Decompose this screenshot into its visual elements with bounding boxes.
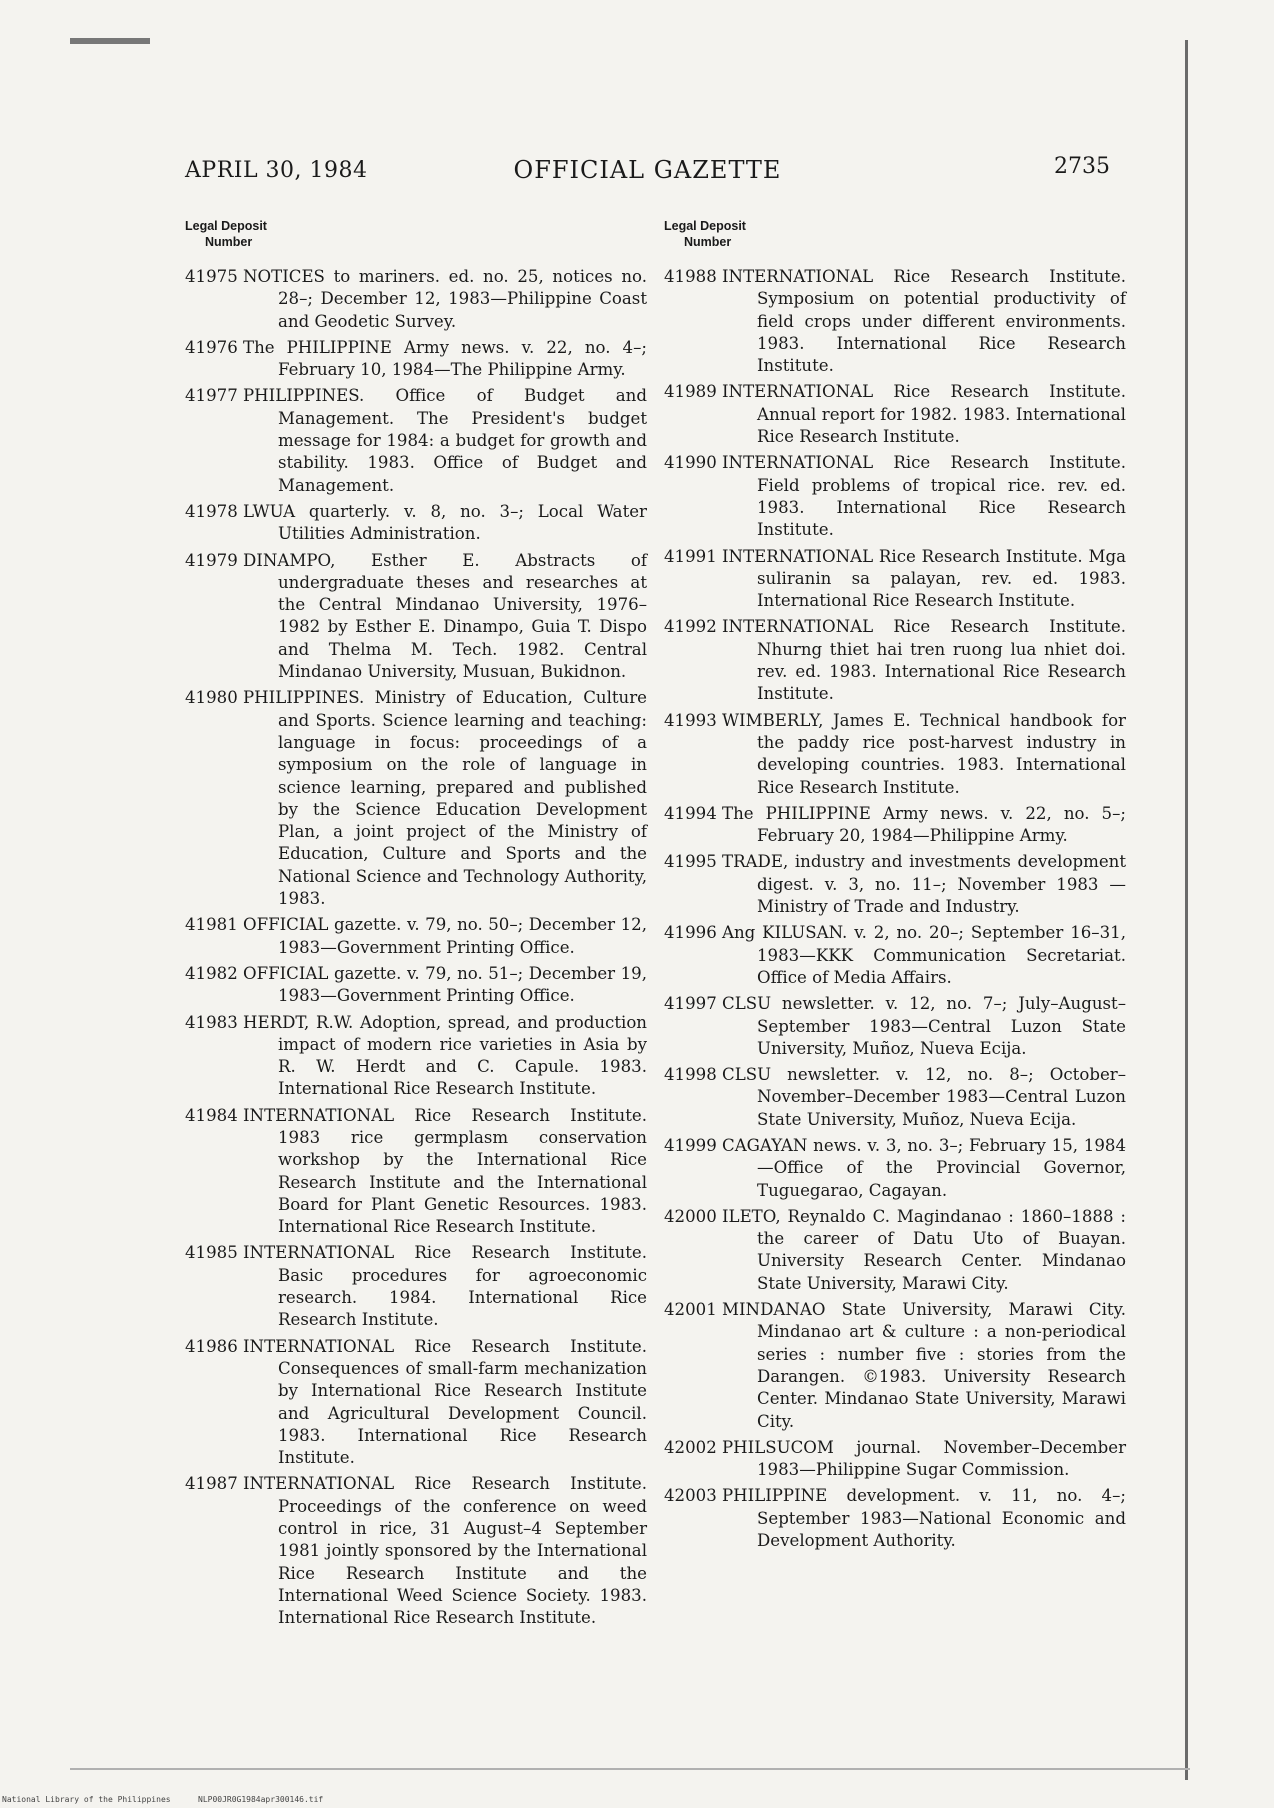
- deposit-number: 41991: [664, 546, 717, 566]
- entry-text: INTERNATIONAL Rice Research Institute. Proceedings of the conference on weed control in rice, 31 August–4 September 1981 jointly sponsored by the International Rice Research Institute and the International Weed Science Society. 1983. International Rice Research Institute.: [243, 1474, 647, 1628]
- entry-text: The PHILIPPINE Army news. v. 22, no. 5–; February 20, 1984—Philippine Army.: [722, 803, 1126, 846]
- entry-text: DINAMPO, Esther E. Abstracts of undergraduate theses and researches at the Central Mindanao University, 1976–1982 by Esther E. Dinampo, Guia T. Dispo and Thelma M. Tech. 1982. Central Mindanao University, Musuan, Bukidnon.: [243, 550, 647, 682]
- legal-deposit-entry: [664, 710, 1126, 799]
- legal-deposit-entry: [664, 266, 1126, 377]
- deposit-number: 41998: [664, 1065, 717, 1085]
- entry-text: OFFICIAL gazette. v. 79, no. 50–; December 12, 1983—Government Printing Office.: [243, 915, 647, 957]
- deposit-number: 41995: [664, 852, 717, 872]
- deposit-number: 42002: [664, 1437, 717, 1457]
- legal-deposit-entry: [664, 1135, 1126, 1202]
- entry-text: OFFICIAL gazette. v. 79, no. 51–; December 19, 1983—Government Printing Office.: [243, 963, 647, 1006]
- deposit-number: 41976: [185, 337, 238, 357]
- deposit-number: 41992: [664, 617, 717, 637]
- legal-deposit-entry: [664, 381, 1126, 448]
- legal-deposit-entry: [664, 1299, 1126, 1433]
- entry-text: INTERNATIONAL Rice Research Institute. Field problems of tropical rice. rev. ed. 1983. International Rice Research Institute.: [722, 453, 1126, 540]
- legal-deposit-entry: [664, 1064, 1126, 1131]
- column-header-line2: Number: [205, 235, 253, 249]
- deposit-number: 42003: [664, 1486, 717, 1506]
- legal-deposit-entry: [664, 922, 1126, 989]
- column-header-line1: Legal Deposit: [185, 219, 267, 233]
- deposit-number: 41986: [185, 1336, 238, 1356]
- entry-text: INTERNATIONAL Rice Research Institute. 1983 rice germplasm conservation workshop by the International Rice Research Institute and the International Board for Plant Genetic Resources. 1983. International Rice Research Institute.: [243, 1105, 647, 1237]
- legal-deposit-entry: [664, 1206, 1126, 1295]
- deposit-number: 41975: [185, 267, 238, 286]
- deposit-number: 41990: [664, 453, 717, 473]
- entry-text: INTERNATIONAL Rice Research Institute. Symposium on potential productivity of field crops under different environments. 1983. International Rice Research Institute.: [722, 267, 1126, 376]
- entry-text: PHILSUCOM journal. November–December 1983—Philippine Sugar Commission.: [722, 1437, 1126, 1480]
- entry-text: TRADE, industry and investments development digest. v. 3, no. 11–; November 1983 —Ministry of Trade and Industry.: [722, 852, 1126, 917]
- entry-text: NOTICES to mariners. ed. no. 25, notices no. 28–; December 12, 1983—Philippine Coast and Geodetic Survey.: [243, 267, 647, 331]
- deposit-number: 41996: [664, 923, 717, 943]
- footer-filename: NLP00JR0G1984apr300146.tif: [198, 1795, 324, 1804]
- entry-text: INTERNATIONAL Rice Research Institute. Consequences of small-farm mechanization by International Rice Research Institute and Agricultural Development Council. 1983. International Rice Research Institute.: [243, 1336, 647, 1468]
- entry-text: PHILIPPINES. Ministry of Education, Culture and Sports. Science learning and teaching: language in focus: proceedings of a symposium on the role of language in science learning, prepared and published by the Science Education Development Plan, a joint project of the Ministry of Education, Culture and Sports and the National Science and Technology Authority, 1983.: [243, 688, 647, 909]
- column-header-line2: Number: [684, 235, 732, 249]
- deposit-number: 41978: [185, 501, 238, 521]
- legal-deposit-entry: [185, 1242, 647, 1331]
- deposit-number: 41988: [664, 267, 717, 286]
- entry-text: CLSU newsletter. v. 12, no. 7–; July–August–September 1983—Central Luzon State University, Muñoz, Nueva Ecija.: [722, 994, 1126, 1058]
- header-title: OFFICIAL GAZETTE: [513, 156, 782, 184]
- deposit-number: 41979: [185, 550, 238, 570]
- header-page-number: 2735: [1054, 154, 1110, 179]
- column-header: [185, 218, 647, 250]
- deposit-number: 41982: [185, 963, 238, 983]
- deposit-number: 42000: [664, 1206, 717, 1226]
- entry-text: Ang KILUSAN. v. 2, no. 20–; September 16–31, 1983—KKK Communication Secretariat. Office of Media Affairs.: [722, 923, 1126, 987]
- entry-text: INTERNATIONAL Rice Research Institute. Mga suliranin sa palayan, rev. ed. 1983. International Rice Research Institute.: [722, 546, 1126, 611]
- entry-text: INTERNATIONAL Rice Research Institute. Nhurng thiet hai tren ruong lua nhiet doi. rev. ed. 1983. International Rice Research Institute.: [722, 617, 1126, 704]
- entry-text: PHILIPPINES. Office of Budget and Management. The President's budget message for 1984: a budget for growth and stability. 1983. Office of Budget and Management.: [243, 386, 647, 495]
- entry-text: ILETO, Reynaldo C. Magindanao : 1860–1888 : the career of Datu Uto of Buayan. University Research Center. Mindanao State University, Marawi City.: [722, 1206, 1126, 1293]
- legal-deposit-entry: [185, 1473, 647, 1629]
- deposit-number: 41997: [664, 994, 717, 1014]
- legal-deposit-entry: [664, 851, 1126, 918]
- legal-deposit-entry: [185, 963, 647, 1008]
- right-column: [664, 218, 1126, 1556]
- right-entry-list: [664, 266, 1126, 1552]
- entry-text: INTERNATIONAL Rice Research Institute. Basic procedures for agroeconomic research. 1984. International Rice Research Institute.: [243, 1243, 647, 1330]
- legal-deposit-entry: [664, 993, 1126, 1060]
- deposit-number: 41985: [185, 1243, 238, 1263]
- header-date: APRIL 30, 1984: [185, 158, 368, 183]
- legal-deposit-entry: [185, 550, 647, 684]
- left-entry-list: [185, 266, 647, 1630]
- entry-text: INTERNATIONAL Rice Research Institute. Annual report for 1982. 1983. International Rice Research Institute.: [722, 382, 1126, 447]
- scan-edge-bottom: [70, 1768, 1190, 1770]
- deposit-number: 41977: [185, 386, 238, 406]
- legal-deposit-entry: [185, 687, 647, 910]
- deposit-number: 41984: [185, 1105, 238, 1125]
- entry-text: CLSU newsletter. v. 12, no. 8–; October–November–December 1983—Central Luzon State University, Muñoz, Nueva Ecija.: [722, 1065, 1126, 1129]
- left-column: [185, 218, 647, 1634]
- entry-text: The PHILIPPINE Army news. v. 22, no. 4–; February 10, 1984—The Philippine Army.: [243, 337, 647, 380]
- entry-text: LWUA quarterly. v. 8, no. 3–; Local Water Utilities Administration.: [243, 501, 647, 544]
- deposit-number: 41983: [185, 1012, 238, 1032]
- legal-deposit-entry: [185, 1012, 647, 1101]
- column-header: [664, 218, 1126, 250]
- scan-edge-top: [70, 38, 150, 44]
- legal-deposit-entry: [664, 616, 1126, 705]
- page-header: [185, 150, 1110, 190]
- entry-text: WIMBERLY, James E. Technical handbook for the paddy rice post-harvest industry in developing countries. 1983. International Rice Research Institute.: [722, 710, 1126, 797]
- legal-deposit-entry: [185, 266, 647, 333]
- scan-edge-right: [1185, 40, 1188, 1780]
- deposit-number: 41981: [185, 915, 238, 935]
- deposit-number: 41994: [664, 803, 717, 823]
- entry-text: MINDANAO State University, Marawi City. Mindanao art & culture : a non-periodical series : number five : stories from the Darangen. ©1983. University Research Center. Mindanao State University, Marawi City.: [722, 1300, 1126, 1431]
- entry-text: HERDT, R.W. Adoption, spread, and production impact of modern rice varieties in Asia by R. W. Herdt and C. Capule. 1983. International Rice Research Institute.: [243, 1012, 647, 1099]
- deposit-number: 42001: [664, 1300, 717, 1320]
- deposit-number: 41980: [185, 688, 238, 708]
- footer-library: National Library of the Philippines: [2, 1795, 171, 1804]
- deposit-number: 41989: [664, 382, 717, 402]
- legal-deposit-entry: [185, 914, 647, 959]
- legal-deposit-entry: [185, 385, 647, 496]
- entry-text: PHILIPPINE development. v. 11, no. 4–; September 1983—National Economic and Development Authority.: [722, 1486, 1126, 1551]
- legal-deposit-entry: [664, 452, 1126, 541]
- legal-deposit-entry: [664, 1437, 1126, 1482]
- entry-text: CAGAYAN news. v. 3, no. 3–; February 15, 1984—Office of the Provincial Governor, Tuguegarao, Cagayan.: [722, 1135, 1126, 1200]
- legal-deposit-entry: [185, 501, 647, 546]
- column-header-line1: Legal Deposit: [664, 219, 746, 233]
- deposit-number: 41987: [185, 1474, 238, 1494]
- deposit-number: 41993: [664, 710, 717, 730]
- legal-deposit-entry: [664, 803, 1126, 848]
- deposit-number: 41999: [664, 1135, 717, 1155]
- legal-deposit-entry: [185, 1336, 647, 1470]
- legal-deposit-entry: [664, 546, 1126, 613]
- legal-deposit-entry: [185, 337, 647, 382]
- legal-deposit-entry: [185, 1105, 647, 1239]
- legal-deposit-entry: [664, 1485, 1126, 1552]
